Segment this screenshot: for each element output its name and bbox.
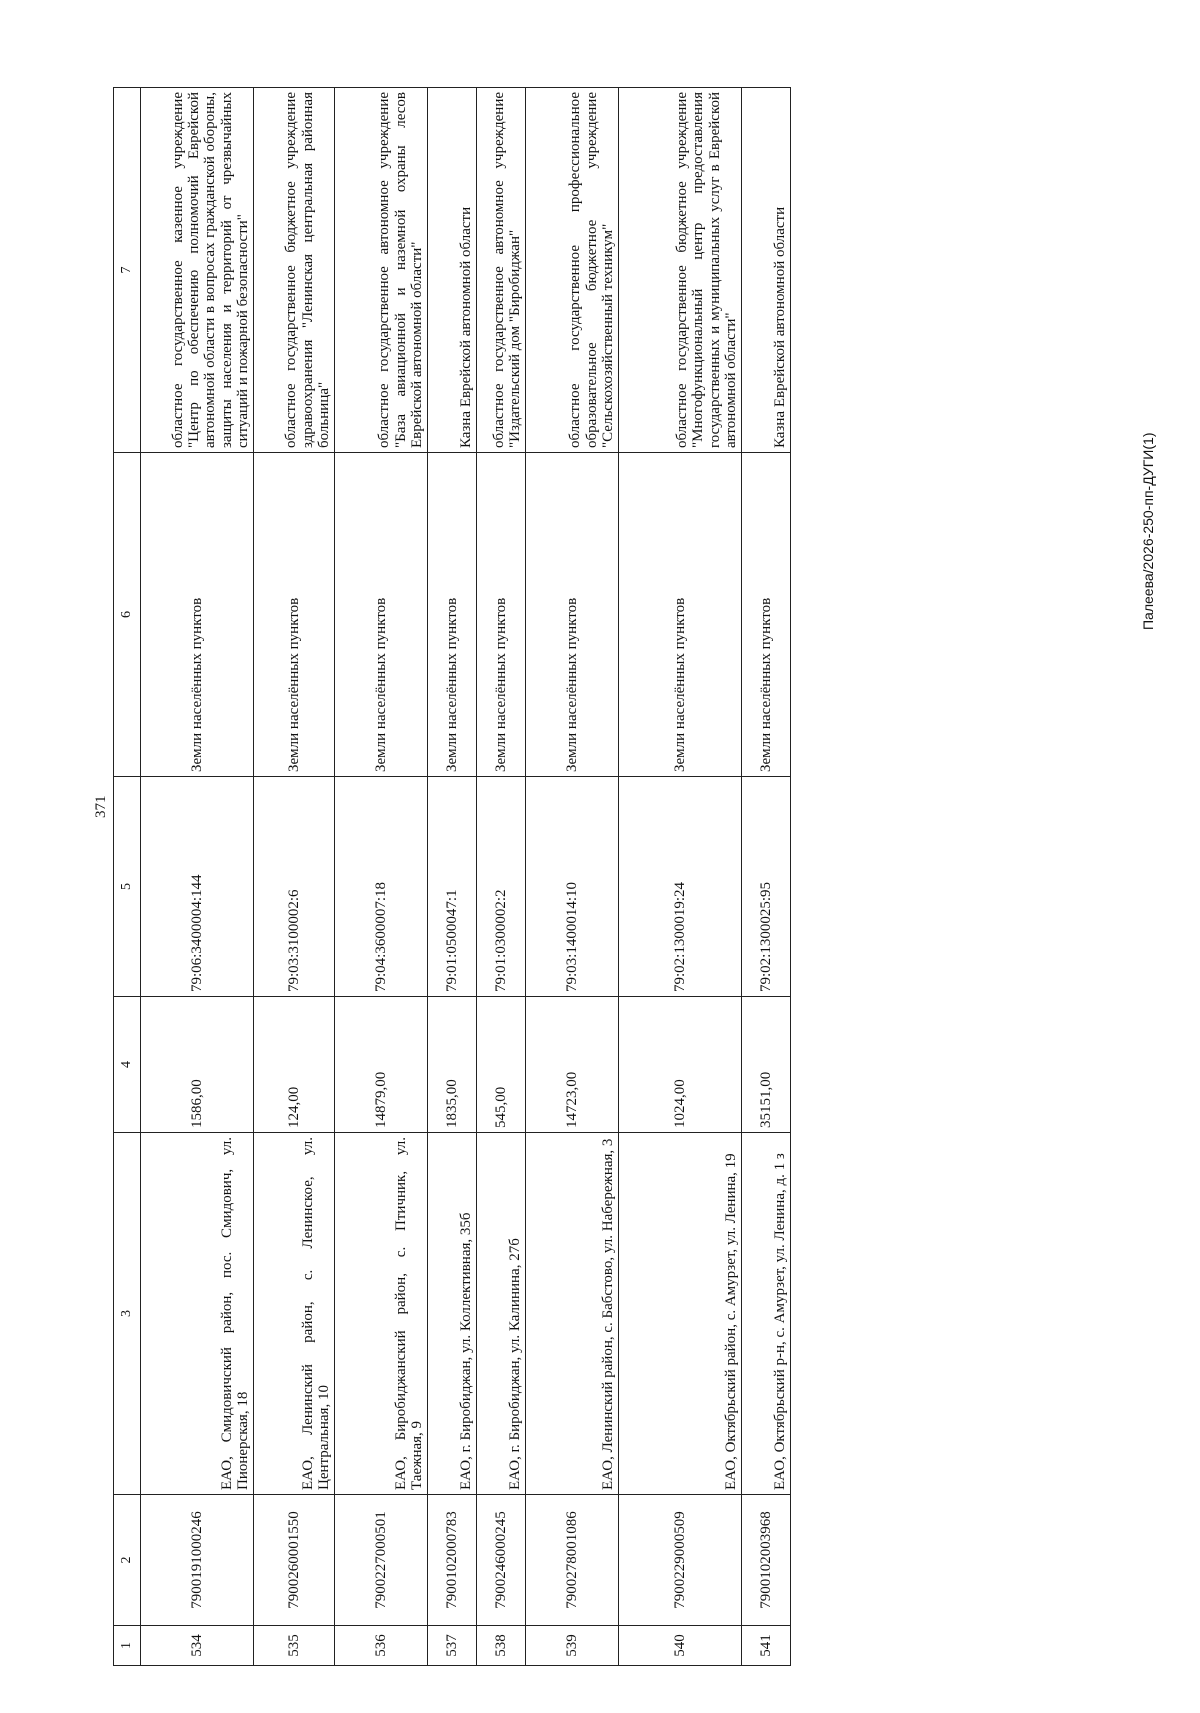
address: ЕАО, Октябрьский р-н, с. Амурзет, ул. Ленина, д. 1 з <box>742 1133 791 1495</box>
cadastral-number: 79:01:0500047:1 <box>428 777 477 997</box>
registry-code: 7900260001550 <box>254 1495 335 1626</box>
column-header: 7 <box>114 88 141 453</box>
table-row <box>477 88 526 1666</box>
registry-code: 7900227000501 <box>335 1495 428 1626</box>
address: ЕАО, Октябрьский район, с. Амурзет, ул. Ленина, 19 <box>619 1133 742 1495</box>
land-category: Земли населённых пунктов <box>619 453 742 777</box>
right-holder: областное государственное бюджетное учреждение здравоохранения "Ленинская центральная районная больница" <box>254 88 335 453</box>
cadastral-number: 79:03:3100002:6 <box>254 777 335 997</box>
address: ЕАО, Ленинский район, с. Бабстово, ул. Набережная, 3 <box>526 1133 619 1495</box>
area: 545,00 <box>477 997 526 1133</box>
right-holder: областное государственное профессиональное образовательное бюджетное учреждение "Сельскохозяйственный техникум" <box>526 88 619 453</box>
address: ЕАО, г. Биробиджан, ул. Коллективная, 35б <box>428 1133 477 1495</box>
land-category: Земли населённых пунктов <box>428 453 477 777</box>
land-category: Земли населённых пунктов <box>254 453 335 777</box>
rotated-table-wrapper <box>113 88 1048 1666</box>
area: 1024,00 <box>619 997 742 1133</box>
column-header: 4 <box>114 997 141 1133</box>
registry-code: 7900246000245 <box>477 1495 526 1626</box>
right-holder: областное государственное автономное учреждение "База авиационной и наземной охраны лесов Еврейской автономной области" <box>335 88 428 453</box>
column-header: 6 <box>114 453 141 777</box>
row-number: 534 <box>141 1626 254 1666</box>
right-holder: областное государственное казенное учреждение "Центр по обеспечению полномочий Еврейской автономной области в вопросах гражданской обороны, защиты населения и территорий от чрезвычайных ситуаций и пожарной безопасности" <box>141 88 254 453</box>
cadastral-number: 79:06:3400004:144 <box>141 777 254 997</box>
address: ЕАО, Смидовичский район, пос. Смидович, ул. Пионерская, 18 <box>141 1133 254 1495</box>
address: ЕАО, Ленинский район, с. Ленинское, ул. Центральная, 10 <box>254 1133 335 1495</box>
table-row <box>619 88 742 1666</box>
right-holder: Казна Еврейской автономной области <box>742 88 791 453</box>
land-category: Земли населённых пунктов <box>526 453 619 777</box>
table-row <box>742 88 791 1666</box>
cadastral-number: 79:03:1400014:10 <box>526 777 619 997</box>
row-number: 537 <box>428 1626 477 1666</box>
land-category: Земли населённых пунктов <box>477 453 526 777</box>
registry-code: 7900102000783 <box>428 1495 477 1626</box>
land-category: Земли населённых пунктов <box>742 453 791 777</box>
area: 124,00 <box>254 997 335 1133</box>
column-header: 1 <box>114 1626 141 1666</box>
address: ЕАО, г. Биробиджан, ул. Калинина, 27б <box>477 1133 526 1495</box>
column-header: 5 <box>114 777 141 997</box>
area: 14723,00 <box>526 997 619 1133</box>
row-number: 535 <box>254 1626 335 1666</box>
area: 1835,00 <box>428 997 477 1133</box>
registry-code: 7900191000246 <box>141 1495 254 1626</box>
right-holder: Казна Еврейской автономной области <box>428 88 477 453</box>
table-row <box>428 88 477 1666</box>
row-number: 536 <box>335 1626 428 1666</box>
land-registry-table <box>113 87 791 1666</box>
row-number: 539 <box>526 1626 619 1666</box>
cadastral-number: 79:01:0300002:2 <box>477 777 526 997</box>
document-footer-code: Палеева/2026-250-пп-ДУГИ(1) <box>1140 432 1156 630</box>
cadastral-number: 79:02:1300025:95 <box>742 777 791 997</box>
row-number: 538 <box>477 1626 526 1666</box>
address: ЕАО, Биробиджанский район, с. Птичник, ул. Таежная, 9 <box>335 1133 428 1495</box>
column-header: 3 <box>114 1133 141 1495</box>
area: 1586,00 <box>141 997 254 1133</box>
registry-code: 7900102003968 <box>742 1495 791 1626</box>
row-number: 540 <box>619 1626 742 1666</box>
registry-code: 7900229000509 <box>619 1495 742 1626</box>
column-header: 2 <box>114 1495 141 1626</box>
table-row <box>335 88 428 1666</box>
land-category: Земли населённых пунктов <box>141 453 254 777</box>
right-holder: областное государственное автономное учреждение "Издательский дом "Биробиджан" <box>477 88 526 453</box>
table-row <box>526 88 619 1666</box>
cadastral-number: 79:02:1300019:24 <box>619 777 742 997</box>
row-number: 541 <box>742 1626 791 1666</box>
table-row <box>141 88 254 1666</box>
page-number: 371 <box>93 795 109 818</box>
land-category: Земли населённых пунктов <box>335 453 428 777</box>
area: 35151,00 <box>742 997 791 1133</box>
cadastral-number: 79:04:3600007:18 <box>335 777 428 997</box>
table-row <box>254 88 335 1666</box>
registry-code: 7900278001086 <box>526 1495 619 1626</box>
area: 14879,00 <box>335 997 428 1133</box>
table-header-row <box>114 88 141 1666</box>
right-holder: областное государственное бюджетное учреждение "Многофункциональный центр предоставления государственных и муниципальных услуг в Еврейской автономной области" <box>619 88 742 453</box>
